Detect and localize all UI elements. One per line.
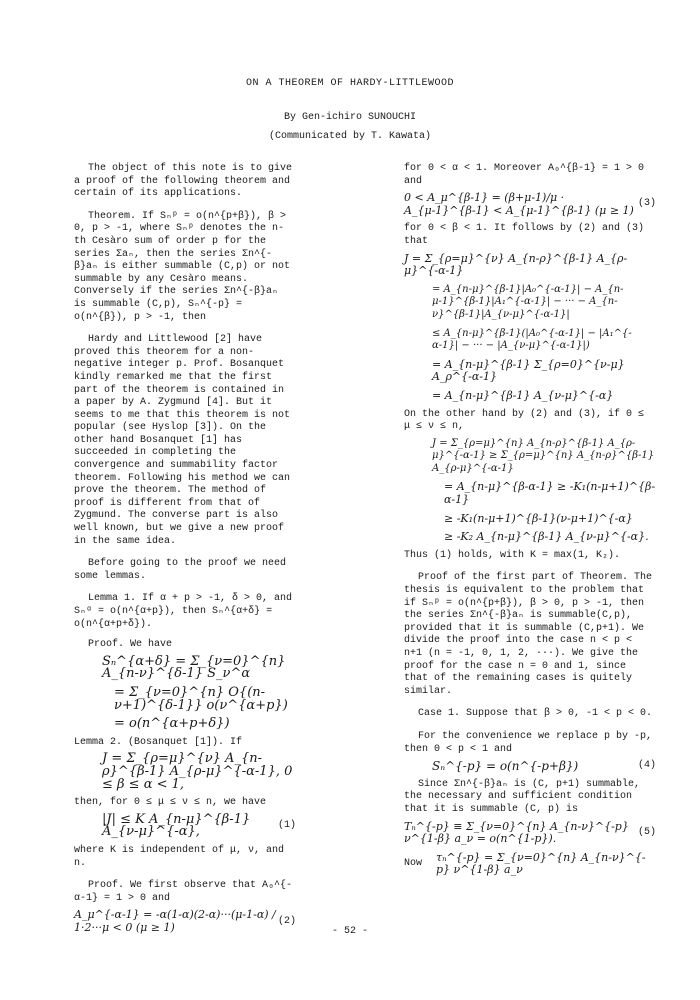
equation-6: τₙ^{-p} = Σ_{ν=0}^{n} A_{n-ν}^{-p} ν^{1-β} a_ν <box>436 850 646 877</box>
equation-5 <box>404 821 656 846</box>
derivation-line-7: = A_{n-μ}^{β-α-1} ≥ -K₁(n-μ+1)^{β-α-1} <box>444 480 656 507</box>
for-beta-line: for 0 < β < 1. It follows by (2) and (3) that <box>404 223 645 247</box>
lemma1-equation-3: = o(n^{α+p+δ}) <box>114 716 230 732</box>
paper-title: ON A THEOREM OF HARDY-LITTLEWOOD <box>245 78 455 89</box>
derivation-line-5: = A_{n-μ}^{β-1} A_{ν-μ}^{-α} <box>432 388 614 402</box>
for-alpha-line: for 0 < α < 1. Moreover A₀^{β-1} = 1 > 0 and <box>404 163 645 187</box>
now-line <box>404 852 656 877</box>
lemma-1: Lemma 1. If α + p > -1, δ > 0, and Sₙᵅ = o(n^{α+p}), then Sₙ^{α+δ} = o(n^{α+p+δ}). <box>74 593 293 630</box>
equation-4-body: Sₙ^{-p} = o(n^{-p+β}) <box>432 759 579 774</box>
equation-1-number: (1) <box>277 820 296 832</box>
proof-1-label: Proof. We have <box>88 639 173 651</box>
derivation-line-6: J = Σ_{ρ=μ}^{n} A_{n-ρ}^{β-1} A_{ρ-μ}^{-α-1} ≥ Σ_{ρ=μ}^{n} A_{n-ρ}^{β-1} A_{ρ-μ}^{-α-1} <box>432 437 655 474</box>
case-1: Case 1. Suppose that β > 0, -1 < p < 0. <box>418 708 653 720</box>
lemmas-intro: Before going to the proof we need some lemmas. <box>74 558 287 582</box>
equation-5-body: Tₙ^{-p} ≡ Σ_{ν=0}^{n} A_{n-ν}^{-p} ν^{1-β} a_ν = o(n^{1-p}). <box>404 819 629 846</box>
derivation-line-4: = A_{n-μ}^{β-1} Σ_{ρ=0}^{ν-μ} A_ρ^{-α-1} <box>432 357 625 384</box>
equation-2-number: (2) <box>277 915 296 927</box>
then-line: then, for 0 ≤ μ ≤ ν ≤ n, we have <box>74 797 267 809</box>
derivation-line-9: ≥ -K₂ A_{n-μ}^{β-1} A_{ν-μ}^{-α}. <box>444 530 649 544</box>
where-line: where K is independent of μ, ν, and n. <box>74 844 285 869</box>
left-column <box>74 163 296 940</box>
derivation-line-2: = A_{n-μ}^{β-1}|A₀^{-α-1}| − A_{n-μ-1}^{β-1}|A₁^{-α-1}| − ··· − A_{n-ν}^{β-1}|A_{ν-μ}^{-α-1}| <box>432 283 624 320</box>
equation-3 <box>404 192 656 217</box>
page-number: - 52 - <box>331 926 368 937</box>
proof-first-part: Proof of the first part of Theorem. The thesis is equivalent to the problem that if Sₙᵖ = o(n^{p+β}), β > 0, p > -1, then the series Σn^{-β}aₙ is summable(C,p), provided that it is summable (C,p+1). We divide the proof into the case n < p < n+1 (n = -1, 0, 1, 2, ···). We give the proof for the case n = 0 and 1, since that of the remaining cases is quitely similar. <box>404 572 653 697</box>
equation-4 <box>432 760 656 773</box>
equation-2-body: A_μ^{-α-1} = -α(1-α)(2-α)···(μ-1-α) / 1·2···μ < 0 (μ ≥ 1) <box>74 908 276 934</box>
communicated-line: (Communicated by T. Kawata) <box>268 131 432 142</box>
theorem-statement: Theorem. If Sₙᵖ = o(n^{p+β}), β > 0, p > -1, where Sₙᵖ denotes the n-th Cesàro sum of order p for the series Σaₙ, then the series Σn^{-β}aₙ is either summable (C,p) or not summable by any Cesàro means. Conversely if the series Σn^{-β}aₙ is summable (C,p), Sₙ^{-p} = o(n^{β}), p > -1, then <box>74 210 291 323</box>
derivation-line-3: ≤ A_{n-μ}^{β-1}(|A₀^{-α-1}| − |A₁^{-α-1}| − ··· − |A_{ν-μ}^{-α-1}|) <box>432 327 632 352</box>
equation-3-body: 0 < A_μ^{β-1} = (β+μ-1)/μ · A_{μ-1}^{β-1} < A_{μ-1}^{β-1} (μ ≥ 1) <box>404 191 634 217</box>
lemma-2: Lemma 2. (Bosanquet [1]). If <box>74 736 243 748</box>
derivation-line-8: ≥ -K₁(n-μ+1)^{β-1}(ν-μ+1)^{-α} <box>444 511 633 525</box>
equation-5-number: (5) <box>637 826 656 838</box>
author-line: By Gen-ichiro SUNOUCHI <box>283 112 417 123</box>
derivation-line-1: J = Σ_{ρ=μ}^{ν} A_{n-ρ}^{β-1} A_{ρ-μ}^{-α-1} <box>404 251 628 278</box>
equation-3-number: (3) <box>637 198 656 210</box>
lemma1-equation-2: = Σ_{ν=0}^{n} O{(n-ν+1)^{δ-1}} o(ν^{α+p}) <box>114 684 288 713</box>
now-label: Now <box>404 858 423 870</box>
since-paragraph: Since Σn^{-β}aₙ is (C, p+1) summable, the necessary and sufficient condition that it is summable (C, p) is <box>404 778 641 815</box>
equation-1 <box>102 811 296 840</box>
equation-J: J = Σ_{ρ=μ}^{ν} A_{n-ρ}^{β-1} A_{ρ-μ}^{-α-1}, 0 ≤ β ≤ α < 1, <box>102 751 293 792</box>
lemma1-equation-1: Sₙ^{α+δ} = Σ_{ν=0}^{n} A_{n-ν}^{δ-1} S_ν^α <box>102 653 286 682</box>
convenience-line: For the convenience we replace p by -p, then 0 < p < 1 and <box>404 730 653 755</box>
proof-2: Proof. We first observe that A₀^{-α-1} = 1 > 0 and <box>74 880 293 904</box>
history-paragraph: Hardy and Littlewood [2] have proved this theorem for a non-negative integer p. Prof. Bosanquet kindly remarked me that the first part of the theorem is contained in a paper by A. Zygmund [4]. But it seems to me that this theorem is not popular (see Hyslop [3]). On the other hand Bosanquet [1] has succeeded in completing the convergence and summability factor theorem. Following his method we can prove the theorem. The method of proof is different from that of Zygmund. The converse part is also well known, but we give a new proof in the same idea. <box>74 334 291 547</box>
equation-4-number: (4) <box>637 760 656 772</box>
right-column <box>404 163 656 877</box>
intro-paragraph: The object of this note is to give a proof of the following theorem and certain of its applications. <box>74 163 293 200</box>
other-hand-line: On the other hand by (2) and (3), if 0 ≤ μ ≤ ν ≤ n, <box>404 408 645 433</box>
equation-1-body: |J| ≤ K A_{n-μ}^{β-1} A_{ν-μ}^{-α}, <box>102 811 251 840</box>
thus-line: Thus (1) holds, with K = max(1, K₂). <box>404 549 621 561</box>
